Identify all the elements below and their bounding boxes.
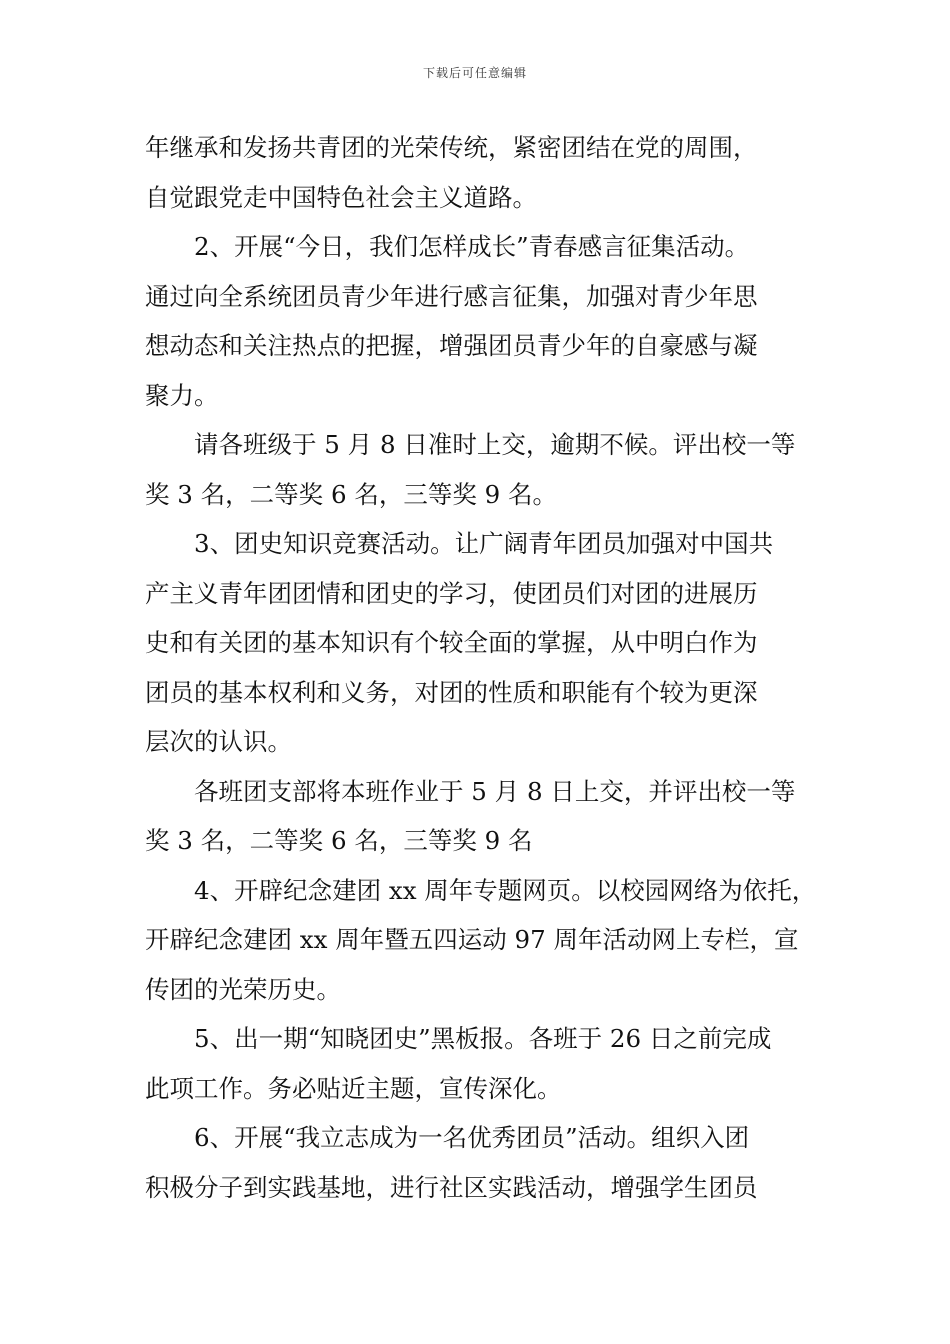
paragraph-first-line: 各班团支部将本班作业于 5 月 8 日上交，并评出校一等 <box>194 776 796 806</box>
body-line: 传团的光荣历史。 <box>145 974 341 1004</box>
body-line: 奖 3 名，二等奖 6 名，三等奖 9 名 <box>145 826 533 855</box>
body-line: 产主义青年团团情和团史的学习，使团员们对团的进展历 <box>145 578 758 608</box>
page-header: 下载后可任意编辑 <box>422 66 527 80</box>
body-line: 此项工作。务必贴近主题，宣传深化。 <box>145 1073 562 1103</box>
body-line: 层次的认识。 <box>145 727 292 756</box>
body-line: 通过向全系统团员青少年进行感言征集，加强对青少年思 <box>145 281 758 311</box>
body-line: 团员的基本权利和义务，对团的性质和职能有个较为更深 <box>145 677 758 707</box>
paragraph-first-line: 2、开展“今日，我们怎样成长”青春感言征集活动。 <box>194 232 750 261</box>
paragraph-first-line: 请各班级于 5 月 8 日准时上交，逾期不候。评出校一等 <box>194 430 796 459</box>
body-line: 想动态和关注热点的把握，增强团员青少年的自豪感与凝 <box>145 331 758 360</box>
body-line: 自觉跟党走中国特色社会主义道路。 <box>145 182 537 212</box>
body-line: 积极分子到实践基地，进行社区实践活动，增强学生团员 <box>145 1172 758 1202</box>
body-line: 史和有关团的基本知识有个较全面的掌握，从中明白作为 <box>145 628 758 657</box>
body-line: 开辟纪念建团 xx 周年暨五四运动 97 周年活动网上专栏，宣 <box>145 925 799 954</box>
body-line: 聚力。 <box>145 380 219 410</box>
body-line: 奖 3 名，二等奖 6 名，三等奖 9 名。 <box>145 479 557 509</box>
paragraph-first-line: 6、开展“我立志成为一名优秀团员”活动。组织入团 <box>194 1123 750 1152</box>
paragraph-first-line: 4、开辟纪念建团 xx 周年专题网页。以校园网络为依托， <box>194 875 817 905</box>
body-line: 年继承和发扬共青团的光荣传统，紧密团结在党的周围， <box>145 133 758 162</box>
paragraph-first-line: 3、团史知识竞赛活动。让广阔青年团员加强对中国共 <box>194 529 774 558</box>
document-body <box>145 123 817 1212</box>
paragraph-first-line: 5、出一期“知晓团史”黑板报。各班于 26 日之前完成 <box>194 1024 772 1053</box>
